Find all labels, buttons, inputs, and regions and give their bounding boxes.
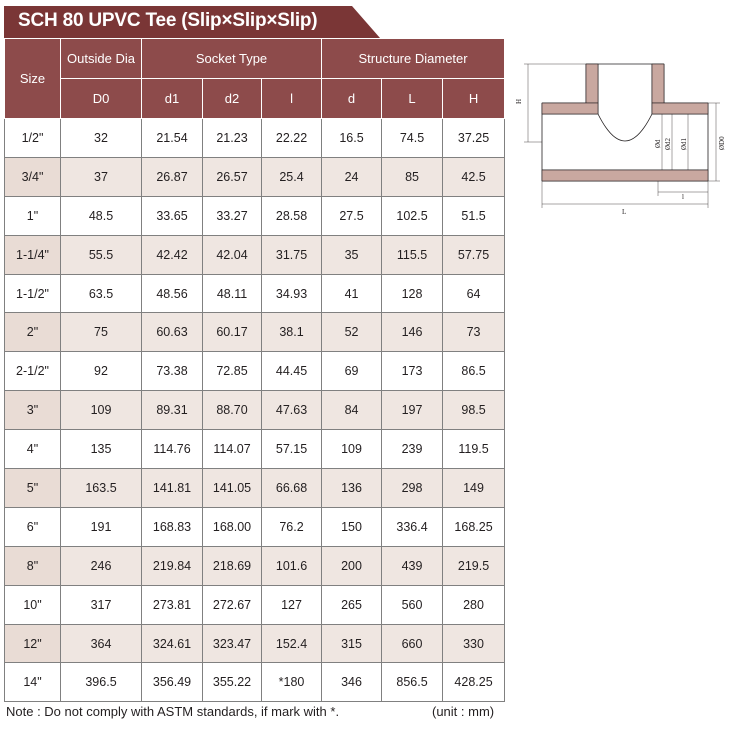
value-cell: 21.54 [142, 119, 203, 158]
value-cell: 439 [382, 546, 443, 585]
value-cell: 84 [322, 391, 382, 430]
value-cell: 31.75 [262, 235, 322, 274]
value-cell: 102.5 [382, 196, 443, 235]
table-row [5, 585, 505, 624]
size-cell: 1/2" [5, 119, 61, 158]
value-cell: 34.93 [262, 274, 322, 313]
value-cell: 152.4 [262, 624, 322, 663]
value-cell: 101.6 [262, 546, 322, 585]
value-cell: *180 [262, 663, 322, 702]
size-cell: 2-1/2" [5, 352, 61, 391]
size-cell: 12" [5, 624, 61, 663]
header-outside-dia: Outside Dia [61, 39, 142, 79]
tee-body [542, 64, 708, 181]
table-row [5, 119, 505, 158]
value-cell: 560 [382, 585, 443, 624]
value-cell: 355.22 [203, 663, 262, 702]
value-cell: 48.5 [61, 196, 142, 235]
value-cell: 66.68 [262, 469, 322, 508]
size-cell: 5" [5, 469, 61, 508]
table-row [5, 196, 505, 235]
size-cell: 1" [5, 196, 61, 235]
value-cell: 60.17 [203, 313, 262, 352]
spec-table [4, 38, 505, 702]
value-cell: 32 [61, 119, 142, 158]
value-cell: 163.5 [61, 469, 142, 508]
header-socket-type: Socket Type [142, 39, 322, 79]
value-cell: 323.47 [203, 624, 262, 663]
value-cell: 44.45 [262, 352, 322, 391]
value-cell: 37 [61, 157, 142, 196]
value-cell: 88.70 [203, 391, 262, 430]
value-cell: 73.38 [142, 352, 203, 391]
value-cell: 37.25 [443, 119, 505, 158]
value-cell: 33.65 [142, 196, 203, 235]
value-cell: 173 [382, 352, 443, 391]
value-cell: 33.27 [203, 196, 262, 235]
value-cell: 47.63 [262, 391, 322, 430]
size-cell: 1-1/2" [5, 274, 61, 313]
tee-diagram [512, 58, 742, 218]
value-cell: 26.87 [142, 157, 203, 196]
table-row [5, 663, 505, 702]
value-cell: 92 [61, 352, 142, 391]
header-d2: d2 [203, 79, 262, 119]
value-cell: 69 [322, 352, 382, 391]
header-d0: D0 [61, 79, 142, 119]
value-cell: 16.5 [322, 119, 382, 158]
value-cell: 364 [61, 624, 142, 663]
value-cell: 48.11 [203, 274, 262, 313]
header-size: Size [5, 39, 61, 119]
value-cell: 42.04 [203, 235, 262, 274]
value-cell: 52 [322, 313, 382, 352]
value-cell: 60.63 [142, 313, 203, 352]
value-cell: 396.5 [61, 663, 142, 702]
value-cell: 168.83 [142, 507, 203, 546]
label-d1: Ød1 [680, 137, 688, 150]
label-l-socket: l [682, 193, 684, 201]
table-row [5, 157, 505, 196]
value-cell: 21.23 [203, 119, 262, 158]
size-cell: 3" [5, 391, 61, 430]
value-cell: 48.56 [142, 274, 203, 313]
value-cell: 135 [61, 430, 142, 469]
value-cell: 72.85 [203, 352, 262, 391]
label-h: H [515, 98, 523, 104]
value-cell: 168.25 [443, 507, 505, 546]
value-cell: 218.69 [203, 546, 262, 585]
value-cell: 330 [443, 624, 505, 663]
size-cell: 1-1/4" [5, 235, 61, 274]
header-d1: d1 [142, 79, 203, 119]
value-cell: 76.2 [262, 507, 322, 546]
value-cell: 85 [382, 157, 443, 196]
value-cell: 41 [322, 274, 382, 313]
value-cell: 280 [443, 585, 505, 624]
value-cell: 219.84 [142, 546, 203, 585]
size-cell: 4" [5, 430, 61, 469]
value-cell: 86.5 [443, 352, 505, 391]
tee-walls [542, 64, 708, 181]
value-cell: 428.25 [443, 663, 505, 702]
value-cell: 119.5 [443, 430, 505, 469]
table-row [5, 352, 505, 391]
value-cell: 141.05 [203, 469, 262, 508]
size-cell: 14" [5, 663, 61, 702]
size-cell: 8" [5, 546, 61, 585]
table-row [5, 469, 505, 508]
value-cell: 150 [322, 507, 382, 546]
value-cell: 336.4 [382, 507, 443, 546]
value-cell: 146 [382, 313, 443, 352]
value-cell: 127 [262, 585, 322, 624]
group-header-row [5, 39, 505, 79]
value-cell: 28.58 [262, 196, 322, 235]
value-cell: 24 [322, 157, 382, 196]
spec-table-body [5, 119, 505, 702]
value-cell: 239 [382, 430, 443, 469]
value-cell: 114.07 [203, 430, 262, 469]
label-d2: Ød2 [664, 137, 672, 150]
value-cell: 115.5 [382, 235, 443, 274]
value-cell: 27.5 [322, 196, 382, 235]
value-cell: 197 [382, 391, 443, 430]
value-cell: 149 [443, 469, 505, 508]
value-cell: 74.5 [382, 119, 443, 158]
table-row [5, 507, 505, 546]
value-cell: 57.75 [443, 235, 505, 274]
value-cell: 51.5 [443, 196, 505, 235]
title-banner [4, 6, 380, 38]
value-cell: 219.5 [443, 546, 505, 585]
value-cell: 298 [382, 469, 443, 508]
table-row [5, 235, 505, 274]
sub-header-row [5, 79, 505, 119]
table-row [5, 313, 505, 352]
value-cell: 315 [322, 624, 382, 663]
value-cell: 22.22 [262, 119, 322, 158]
header-h: H [443, 79, 505, 119]
value-cell: 273.81 [142, 585, 203, 624]
value-cell: 89.31 [142, 391, 203, 430]
value-cell: 35 [322, 235, 382, 274]
value-cell: 346 [322, 663, 382, 702]
header-d: d [322, 79, 382, 119]
size-cell: 2" [5, 313, 61, 352]
footnote: Note : Do not comply with ASTM standards, if mark with *. [6, 704, 340, 719]
value-cell: 200 [322, 546, 382, 585]
value-cell: 63.5 [61, 274, 142, 313]
value-cell: 25.4 [262, 157, 322, 196]
header-structure-diameter: Structure Diameter [322, 39, 505, 79]
table-row [5, 430, 505, 469]
value-cell: 141.81 [142, 469, 203, 508]
table-row [5, 274, 505, 313]
table-row [5, 624, 505, 663]
value-cell: 42.42 [142, 235, 203, 274]
value-cell: 356.49 [142, 663, 203, 702]
value-cell: 265 [322, 585, 382, 624]
value-cell: 26.57 [203, 157, 262, 196]
value-cell: 660 [382, 624, 443, 663]
value-cell: 38.1 [262, 313, 322, 352]
value-cell: 168.00 [203, 507, 262, 546]
size-cell: 3/4" [5, 157, 61, 196]
value-cell: 55.5 [61, 235, 142, 274]
label-l-length: L [622, 208, 627, 216]
value-cell: 856.5 [382, 663, 443, 702]
value-cell: 128 [382, 274, 443, 313]
unit-label: (unit : mm) [432, 704, 495, 719]
value-cell: 57.15 [262, 430, 322, 469]
label-d0: ØD0 [718, 136, 726, 150]
value-cell: 75 [61, 313, 142, 352]
value-cell: 42.5 [443, 157, 505, 196]
value-cell: 109 [61, 391, 142, 430]
value-cell: 109 [322, 430, 382, 469]
table-row [5, 391, 505, 430]
value-cell: 98.5 [443, 391, 505, 430]
value-cell: 272.67 [203, 585, 262, 624]
dimension-lines [524, 64, 720, 208]
value-cell: 114.76 [142, 430, 203, 469]
header-l-socket: l [262, 79, 322, 119]
header-l-length: L [382, 79, 443, 119]
value-cell: 324.61 [142, 624, 203, 663]
value-cell: 317 [61, 585, 142, 624]
value-cell: 246 [61, 546, 142, 585]
value-cell: 191 [61, 507, 142, 546]
page-title: SCH 80 UPVC Tee (Slip×Slip×Slip) [18, 10, 318, 31]
label-d: Ød [654, 139, 662, 148]
value-cell: 136 [322, 469, 382, 508]
table-row [5, 546, 505, 585]
size-cell: 6" [5, 507, 61, 546]
value-cell: 73 [443, 313, 505, 352]
size-cell: 10" [5, 585, 61, 624]
value-cell: 64 [443, 274, 505, 313]
